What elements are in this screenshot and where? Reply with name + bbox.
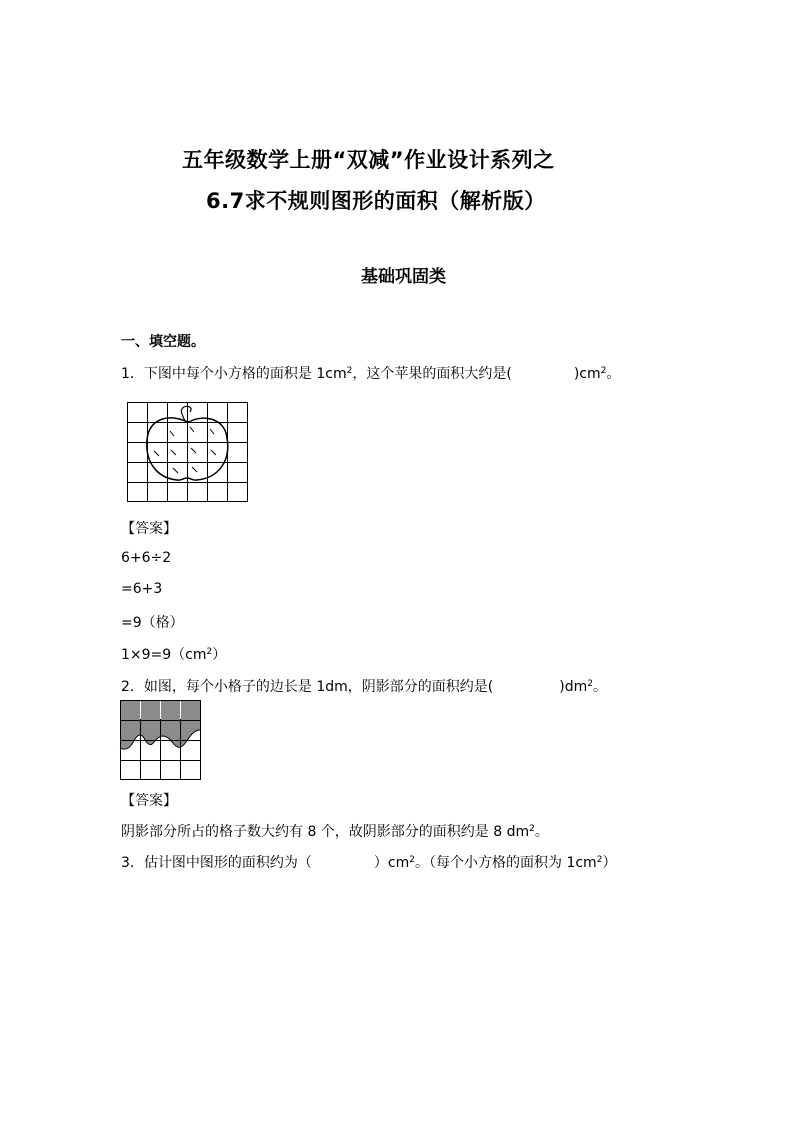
question-text: 如图，每个小格子的边长是 1dm，阴影部分的面积约是( <box>143 679 494 695</box>
solution-step: =6+3 <box>121 581 163 597</box>
superscript: 2 <box>529 824 535 834</box>
answer-label: 【答案】 <box>121 793 177 809</box>
question-text: 。 <box>606 366 621 382</box>
question-number: 3． <box>121 855 144 871</box>
section-heading: 基础巩固类 <box>361 267 446 287</box>
answer-sentence: 。 <box>534 824 549 840</box>
solution-final <box>121 644 226 664</box>
question-3 <box>121 852 616 872</box>
solution-step: =9（格） <box>121 615 184 631</box>
answer-text <box>121 821 549 841</box>
superscript: 2 <box>587 679 593 689</box>
question-2 <box>121 676 607 696</box>
superscript: 2 <box>206 647 213 657</box>
question-text: ）cm <box>373 855 410 871</box>
apple-stem <box>181 406 191 421</box>
question-text: 下图中每个小方格的面积是 1cm <box>143 366 347 382</box>
question-text: 估计图中图形的面积约为（ <box>143 855 312 871</box>
question-text: ） <box>602 855 617 871</box>
superscript: 2 <box>600 366 607 376</box>
apple-grid-figure <box>127 402 249 502</box>
question-text: 。（每个小方格的面积为 1cm <box>415 855 597 871</box>
document-title-line1: 五年级数学上册“双减”作业设计系列之 <box>182 148 555 172</box>
question-number: 1． <box>121 366 144 382</box>
question-text: ，这个苹果的面积大约是( <box>352 366 512 382</box>
question-number: 2． <box>121 679 144 695</box>
hatch-marks <box>154 427 216 473</box>
superscript: 2 <box>346 366 353 376</box>
superscript: 2 <box>596 855 603 865</box>
answer-label: 【答案】 <box>121 521 177 537</box>
answer-sentence: 阴影部分所占的格子数大约有 8 个，故阴影部分的面积约是 8 dm <box>121 824 530 840</box>
document-title-line2: 6.7求不规则图形的面积（解析版） <box>206 189 546 213</box>
shaded-grid-figure <box>120 700 202 781</box>
solution-step: 6+6÷2 <box>121 550 172 566</box>
question-text: )cm <box>573 366 601 382</box>
part-heading: 一、填空题。 <box>121 334 205 350</box>
solution-text: 1×9=9（cm <box>121 647 207 663</box>
question-1 <box>121 363 620 383</box>
question-text: )dm <box>559 679 588 695</box>
grid-lines <box>127 402 248 502</box>
solution-text: ） <box>212 647 227 663</box>
question-text: 。 <box>593 679 607 695</box>
superscript: 2 <box>409 855 415 865</box>
